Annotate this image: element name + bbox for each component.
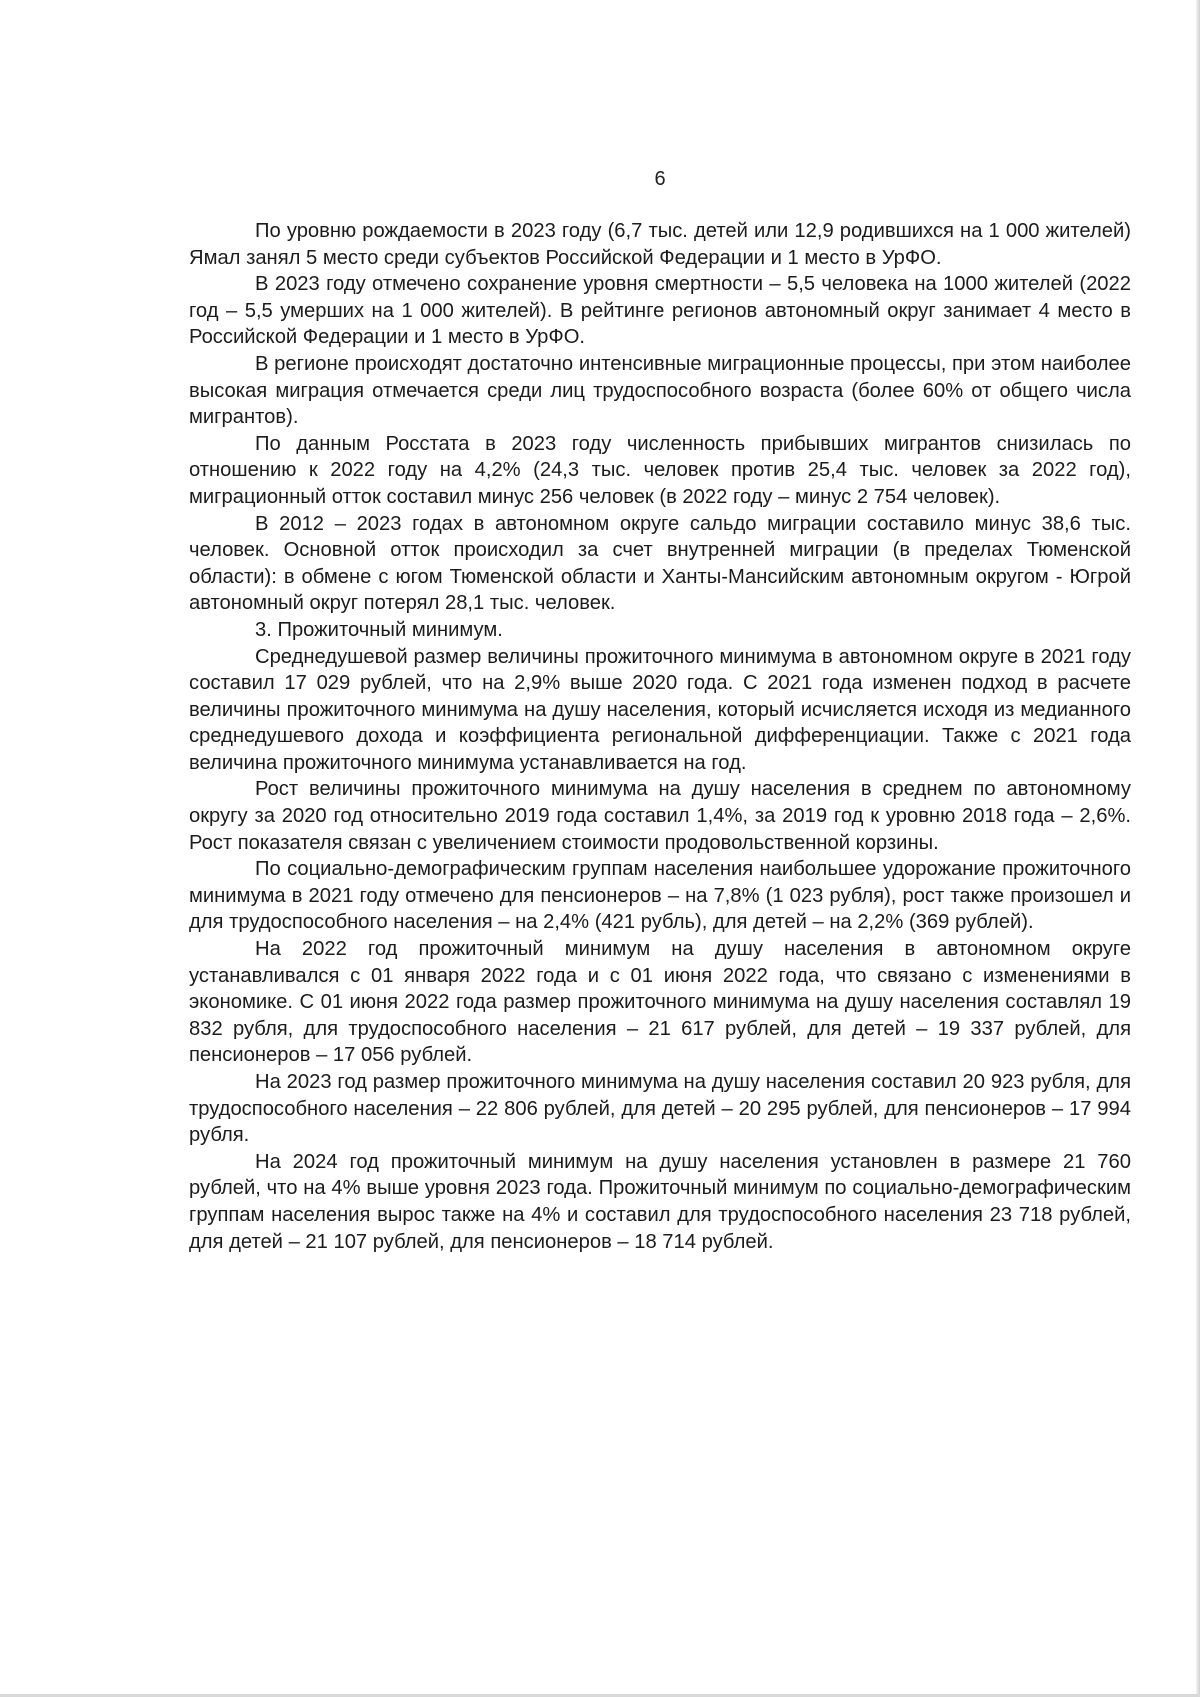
body-text [189,218,1131,1255]
paragraph-subsistence-2023: На 2023 год размер прожиточного минимума на душу населения составил 20 923 рубля, для трудоспособного населения – 22 806 рублей, для детей – 20 295 рублей, для пенсионеров – 17 994 рубля. [189,1071,1131,1147]
paragraph-mortality: В 2023 году отмечено сохранение уровня смертности – 5,5 человека на 1000 жителей (2022 год – 5,5 умерших на 1 000 жителей). В рейтинге регионов автономный округ занимает 4 место в Российской Федерации и 1 место в УрФО. [189,273,1131,349]
section-heading-subsistence-minimum: 3. Прожиточный минимум. [255,618,503,641]
paragraph-subsistence-2024: На 2024 год прожиточный минимум на душу населения установлен в размере 21 760 рублей, что на 4% выше уровня 2023 года. Прожиточный минимум по социально-демографическим группам населения вырос также на 4% и составил для трудоспособного населения 23 718 рублей, для детей – 21 107 рублей, для пенсионеров – 18 714 рублей. [189,1150,1131,1253]
scan-edge-right [1196,0,1200,1697]
paragraph-rosstat-migrants: По данным Росстата в 2023 году численность прибывших мигрантов снизилась по отношению к 2022 году на 4,2% (24,3 тыс. человек против 25,4 тыс. человек за 2022 год), миграционный отток составил минус 256 человек (в 2022 году – минус 2 754 человек). [189,432,1131,508]
paragraph-subsistence-2022: На 2022 год прожиточный минимум на душу населения в автономном округе устанавливался с 01 января 2022 года и с 01 июня 2022 года, что связано с изменениями в экономике. С 01 июня 2022 года размер прожиточного минимума на душу населения составлял 19 832 рубля, для трудоспособного населения – 21 617 рублей, для детей – 19 337 рублей, для пенсионеров – 17 056 рублей. [189,938,1131,1067]
paragraph-migration-processes: В регионе происходят достаточно интенсивные миграционные процессы, при этом наиболее высокая миграция отмечается среди лиц трудоспособного возраста (более 60% от общего числа мигрантов). [189,352,1131,429]
paragraph-migration-balance: В 2012 – 2023 годах в автономном округе сальдо миграции составило минус 38,6 тыс. человек. Основной отток происходил за счет внутренней миграции (в пределах Тюменской области): в обмене с югом Тюменской области и Ханты-Мансийским автономным округом - Югрой автономный округ потерял 28,1 тыс. человек. [189,512,1131,615]
paragraph-subsistence-growth: Рост величины прожиточного минимума на душу населения в среднем по автономному округу за 2020 год относительно 2019 года составил 1,4%, за 2019 год к уровню 2018 года – 2,6%. Рост показателя связан с увеличением стоимости продовольственной корзины. [189,778,1131,854]
paragraph-socio-demographic-groups: По социально-демографическим группам населения наибольшее удорожание прожиточного минимума в 2021 году отмечено для пенсионеров – на 7,8% (1 023 рубля), рост также произошел и для трудоспособного населения – на 2,4% (421 рубль), для детей – на 2,2% (369 рублей). [189,858,1131,934]
paragraph-birth-rate: По уровню рождаемости в 2023 году (6,7 тыс. детей или 12,9 родившихся на 1 000 жителей) Ямал занял 5 место среди субъектов Российской Федерации и 1 место в УрФО. [189,220,1131,269]
page-number: 6 [654,168,666,190]
paragraph-average-subsistence-2021: Среднедушевой размер величины прожиточного минимума в автономном округе в 2021 году составил 17 029 рублей, что на 2,9% выше 2020 года. С 2021 года изменен подход в расчете величины прожиточного минимума на душу населения, который исчисляется исходя из медианного среднедушевого дохода и коэффициента региональной дифференциации. Также с 2021 года величина прожиточного минимума устанавливается на год. [189,645,1131,774]
